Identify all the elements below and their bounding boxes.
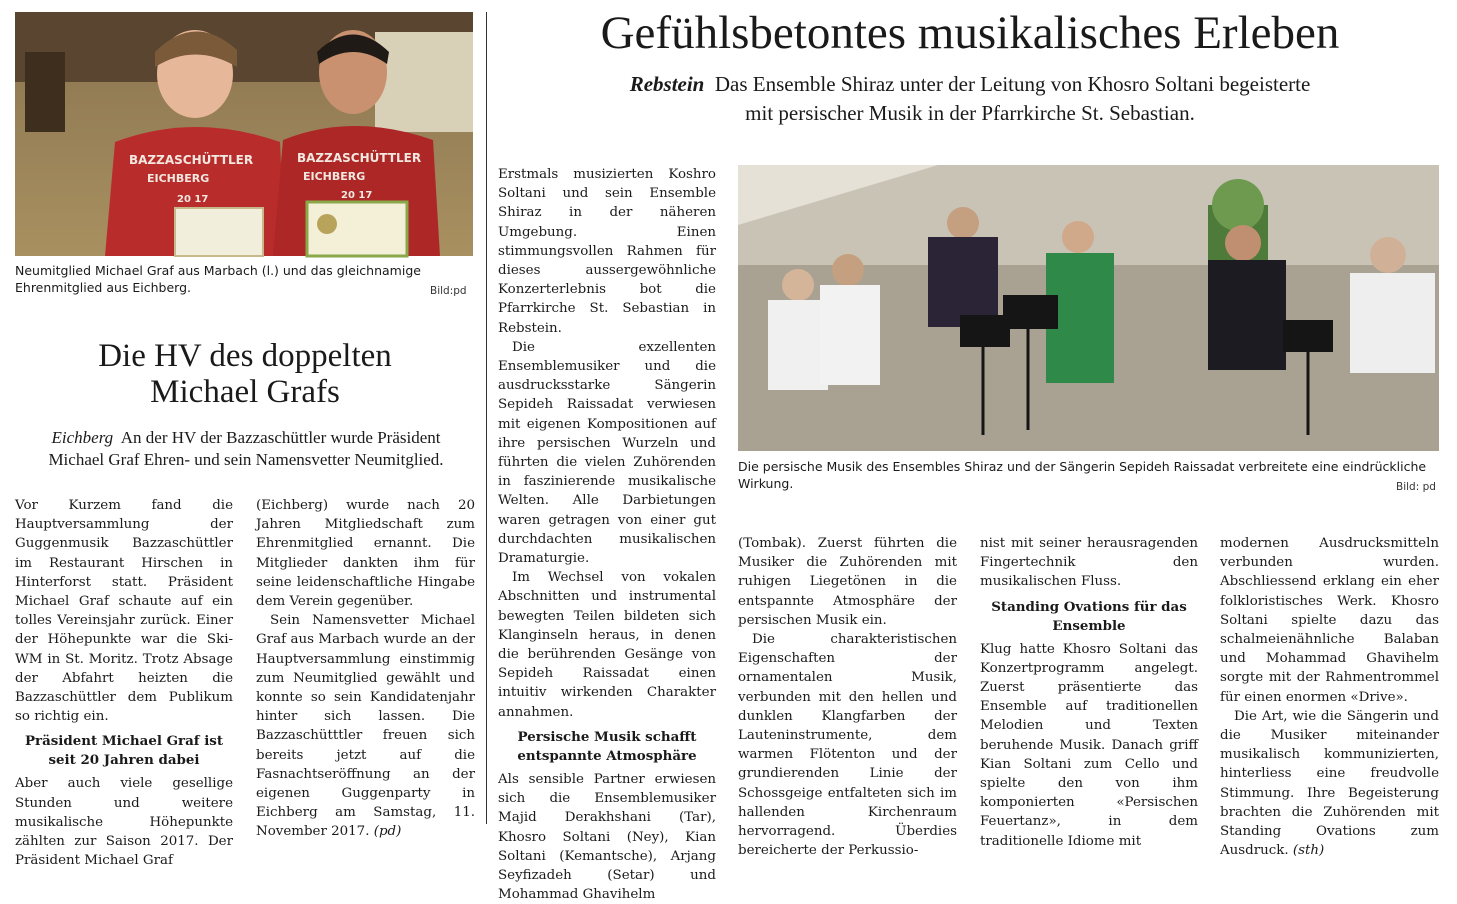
- right-lead-text-1: Das Ensemble Shiraz unter der Leitung von Khosro Soltani begeisterte: [714, 72, 1311, 96]
- right-headline: Gefühlsbetontes musikalisches Erleben: [600, 7, 1340, 59]
- left-col2-author: (pd): [373, 824, 402, 840]
- right-col2-paragraph-1: (Tombak). Zuerst führten die Musiker die Zuhörenden mit ruhigen Liegetönen in die entspannte Atmosphäre der persischen Musik ein.: [738, 536, 957, 628]
- shirt-year-left: 20 17: [177, 194, 209, 205]
- left-lead: [15, 427, 477, 471]
- ensemble-photo-credit: Bild: pd: [1396, 481, 1436, 493]
- graf-photo: [15, 12, 473, 256]
- left-col1-paragraph-1: Vor Kurzem fand die Hauptversammlung der Guggenmusik Bazzaschüttler im Restaurant Hirschen in Hinterforst statt. Präsident Michael Graf schaute auf ein tolles Vereinsjahr zurück. Einer der Höhepunkte war die Ski-WM in St. Moritz. Trotz Absage der Abfahrt heizten die Bazzaschüttler dem Publikum so richtig ein.: [15, 498, 233, 725]
- left-lead-text-1: An der HV der Bazzaschüttler wurde Präsident: [120, 428, 441, 447]
- right-lead-line-1: [500, 70, 1440, 99]
- right-col4-paragraph-2-text: Die Art, wie die Sängerin und die Musiker miteinander musikalisch kommunizierten, hinterliess eine freudvolle Stimmung. Ihre Begeisterung brachten die Zuhörenden mit Standing Ovations zum Ausdruck.: [1220, 708, 1439, 859]
- right-col3-paragraph-1: nist mit seiner herausragenden Fingertechnik den musikalischen Fluss.: [980, 536, 1198, 590]
- left-col1-subheading: Präsident Michael Graf ist seit 20 Jahren dabei: [24, 733, 224, 769]
- shirt-year-right: 20 17: [341, 190, 373, 201]
- left-column-1: [15, 496, 233, 870]
- ensemble-photo: [738, 165, 1439, 451]
- left-col2-paragraph-2: [256, 611, 475, 841]
- left-col1-paragraph-2: Aber auch viele gesellige Stunden und weitere musikalische Höhepunkte zählten zur Saison 2017. Der Präsident Michael Graf: [15, 776, 233, 869]
- right-column-1: [498, 165, 716, 904]
- left-headline: [15, 338, 475, 410]
- right-lead-line-2: mit persischer Musik in der Pfarrkirche St. Sebastian.: [745, 101, 1195, 125]
- right-col4-paragraph-1: modernen Ausdrucksmitteln verbunden wurden. Abschliessend erklang ein eher folkloristisches Werk. Khosro Soltani spielte dazu das schalmeienähnliche Balaban und Mohammad Ghavihelm sorgte mit der Rahmentrommel für einen enormen «Drive».: [1220, 536, 1439, 705]
- right-col1-paragraph-1: Erstmals musizierten Koshro Soltani und sein Ensemble Shiraz in der näheren Umgebung. Einen stimmungsvollen Rahmen für dieses aussergewöhnliche Konzerterlebnis bot die Pfarrkirche St. Sebastian in Rebstein.: [498, 167, 716, 336]
- shirt-text-right: BAZZASCHÜTTLER: [297, 151, 422, 165]
- right-col1-paragraph-4: Als sensible Partner erwiesen sich die Ensemblemusiker Majid Derakhshani (Tar), Khosro Soltani (Ney), Kian Soltani (Kemantsche), Arjang Seyfizadeh (Setar) und Mohammad Ghavihelm: [498, 771, 716, 903]
- left-col2-paragraph-2-text: Sein Namensvetter Michael Graf aus Marbach wurde an der Hauptversammlung einstimmig zum Neumitglied gewählt und konnte so sein Kandidatenjahr hinter sich lassen. Die Bazzaschütttler freuen sich bereits jetzt auf die Fasnachtseröffnung an der eigenen Guggenparty in Eichberg am Samstag, 11. November 2017.: [256, 613, 475, 840]
- right-column-3: [980, 534, 1198, 851]
- right-column-2: [738, 534, 957, 860]
- left-lead-place: Eichberg: [51, 428, 114, 447]
- graf-photo-caption: Neumitglied Michael Graf aus Marbach (l.) und das gleichnamige Ehrenmitglied aus Eichberg.: [15, 263, 421, 295]
- left-headline-line-2: Michael Grafs: [150, 374, 340, 410]
- graf-photo-drawing: [15, 12, 473, 256]
- left-col2-paragraph-1: (Eichberg) wurde nach 20 Jahren Mitgliedschaft zum Ehrenmitglied ernannt. Die Mitglieder dankten ihm für seine leidenschaftliche Hingabe dem Verein gegenüber.: [256, 498, 475, 610]
- ensemble-photo-caption: Die persische Musik des Ensembles Shiraz und der Sängerin Sepideh Raissadat verbreitete eine eindrückliche Wirkung.: [738, 459, 1427, 491]
- shirt-text-left: BAZZASCHÜTTLER: [129, 153, 254, 167]
- left-column-2: [256, 496, 475, 842]
- shirt-subtext-left: EICHBERG: [147, 172, 210, 185]
- right-col3-paragraph-2: Klug hatte Khosro Soltani das Konzertprogramm angelegt. Zuerst präsentierte das Ensemble auf traditionellen Melodien und Texten beruhende Musik. Danach griff Kian Soltani zum Cello und spielte den von ihm komponierten «Persischen Feuertanz», in dem traditionelle Idiome mit: [980, 641, 1198, 849]
- shirt-subtext-right: EICHBERG: [303, 170, 366, 183]
- right-lead-place: Rebstein: [629, 72, 705, 96]
- right-col4-author: (sth): [1292, 843, 1325, 859]
- right-col1-paragraph-2: Die exzellenten Ensemblemusiker und die ausdrucksstarke Sängerin Sepideh Raissadat verwiesen mit eigenen Kompositionen auf ihre persischen Wurzeln und führten die vielen Zuhörenden in faszinierende musikalische Welten. Alle Darbietungen waren getragen von einer gut durchdachten musikalischen Dramaturgie.: [498, 339, 716, 567]
- right-column-4: [1220, 534, 1439, 860]
- right-col1-subheading: Persische Musik schafft entspannte Atmosphäre: [517, 728, 697, 764]
- graf-photo-credit: Bild:pd: [430, 285, 467, 297]
- right-lead: [500, 70, 1440, 128]
- article-divider: [486, 12, 487, 824]
- right-col1-paragraph-3: Im Wechsel von vokalen Abschnitten und instrumental bewegten Teilen bildeten sich Klanginseln heraus, in denen die berührenden Gesänge von Sepideh Raissadat einen intuitiv wirkenden Charakter annahmen.: [498, 570, 716, 720]
- left-lead-line-1: [15, 427, 477, 449]
- ensemble-photo-drawing: [738, 165, 1439, 451]
- right-col3-subheading: Standing Ovations für das Ensemble: [991, 598, 1187, 634]
- left-lead-line-2: Michael Graf Ehren- und sein Namensvetter Neumitglied.: [48, 450, 444, 469]
- left-headline-line-1: Die HV des doppelten: [98, 338, 392, 374]
- right-col2-paragraph-2: Die charakteristischen Eigenschaften der ornamentalen Musik, verbunden mit den hellen und dunklen Klangfarben der Lauteninstrumente, dem warmen Flötenton und der grundierenden Linie der Schossgeige entfalteten sich im hallenden Kirchenraum hervorragend. Überdies bereicherte der Perkussio-: [738, 632, 957, 859]
- right-col4-paragraph-2: [1220, 707, 1439, 861]
